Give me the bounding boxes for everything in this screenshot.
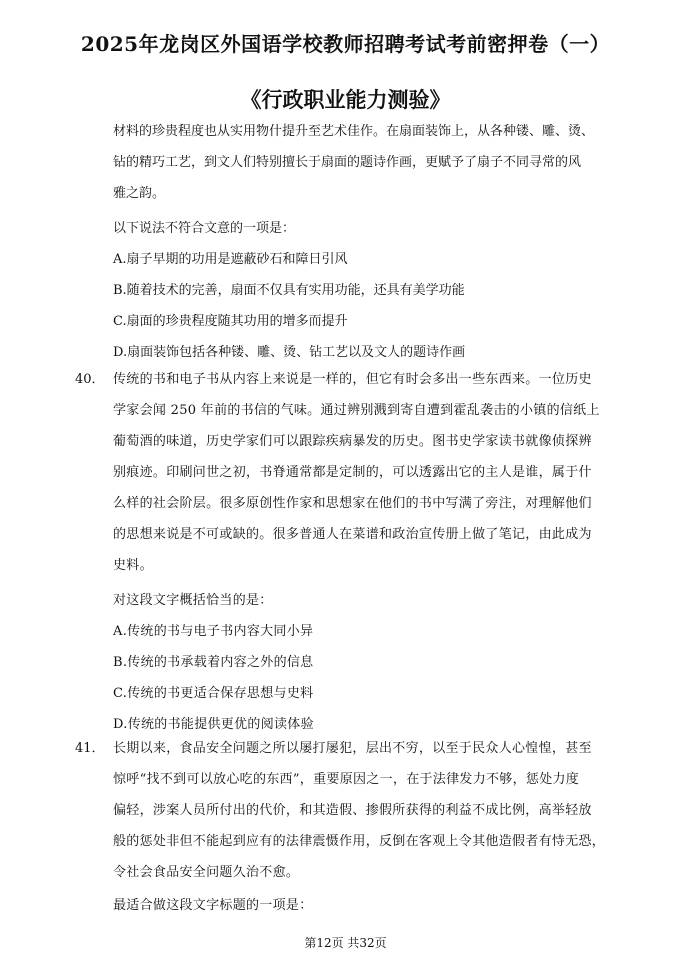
passage-prev [113,116,613,368]
passage-line: 葡萄酒的味道，历史学家们可以跟踪疾病暴发的历史。图书史学家读书就像侦探辨 [113,434,592,449]
passage-line: 么样的社会阶层。很多原创性作家和思想家在他们的书中写满了旁注，对理解他们 [113,496,592,511]
passage-line: 传统的书和电子书从内容上来说是一样的，但它有时会多出一些东西来。一位历史 [113,372,592,387]
option-d: D.扇面装饰包括各种镂、雕、烫、钻工艺以及文人的题诗作画 [113,345,466,360]
question-40 [113,364,613,740]
question-stem: 最适合做这段文字标题的一项是： [113,898,313,913]
page-footer: 第12页 共32页 [304,936,387,950]
question-stem: 对这段文字概括恰当的是： [113,593,273,608]
passage-line: 的思想来说是不可或缺的。很多普通人在菜谱和政治宣传册上做了笔记，由此成为 [113,527,592,542]
question-stem: 以下说法不符合文意的一项是： [113,221,296,236]
option-b: B.传统的书承载着内容之外的信息 [113,655,314,670]
passage-line: 偏轻，涉案人员所付出的代价，和其造假、掺假所获得的利益不成比例，高举轻放 [113,803,592,818]
passage-line: 长期以来，食品安全问题之所以屡打屡犯，层出不穷，以至于民众人心惶惶，甚至 [113,741,592,756]
question-41 [113,733,613,921]
passage-line: 别痕迹。印刷问世之初，书脊通常都是定制的，可以透露出它的主人是谁，属于什 [113,465,592,480]
option-c: C.传统的书更适合保存思想与史料 [113,686,314,701]
passage-line: 惊呼“找不到可以放心吃的东西”，重要原因之一，在于法律发力不够，惩处力度 [113,772,580,787]
option-a: A.扇子早期的功用是遮蔽砂石和障日引风 [113,252,348,267]
passage-line: 雅之韵。 [113,186,166,201]
passage-line: 般的惩处非但不能起到应有的法律震慑作用，反倒在客观上令其他造假者有恃无恐， [113,834,606,849]
passage-line: 令社会食品安全问题久治不愈。 [113,865,300,880]
page-title: 2025年龙岗区外国语学校教师招聘考试考前密押卷（一） [80,32,611,56]
option-b: B.随着技术的完善，扇面不仅具有实用功能，还具有美学功能 [113,283,465,298]
option-c: C.扇面的珍贵程度随其功用的增多而提升 [113,314,348,329]
passage-line: 材料的珍贵程度也从实用物什提升至艺术佳作。在扇面装饰上，从各种镂、雕、烫、 [113,124,595,139]
question-number-41: 41． [75,741,105,756]
passage-line: 学家会闻 250 年前的书信的气味。通过辨别溅到寄自遭到霍乱袭击的小镇的信纸上 [113,403,600,418]
option-a: A.传统的书与电子书内容大同小异 [113,624,314,639]
passage-line: 史料。 [113,558,153,573]
page-subtitle: 《行政职业能力测验》 [240,87,451,112]
passage-line: 钻的精巧工艺，到文人们特别擅长于扇面的题诗作画，更赋予了扇子不同寻常的风 [113,155,582,170]
question-number-40: 40． [75,372,105,387]
option-d: D.传统的书能提供更优的阅读体验 [113,717,314,732]
